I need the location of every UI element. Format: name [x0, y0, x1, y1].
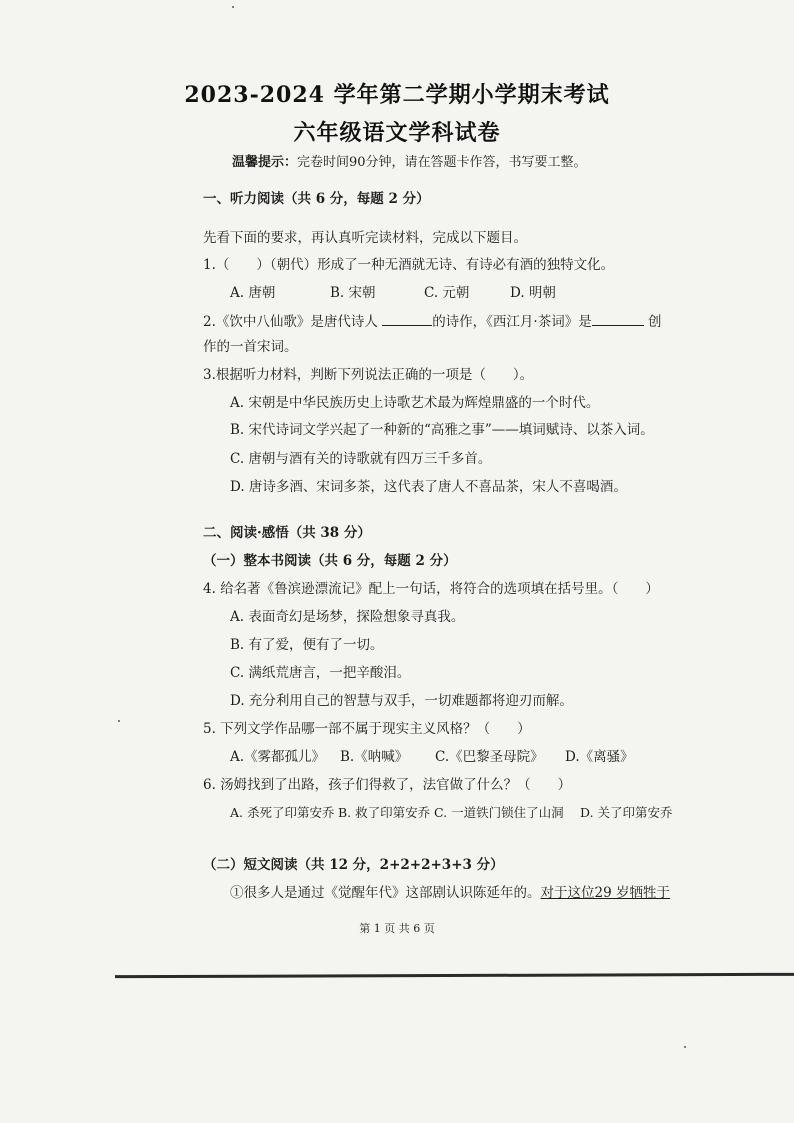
exam-title: 2023-2024 学年第二学期小学期末考试 — [184, 82, 610, 108]
q6-options — [230, 804, 673, 822]
q6-option-d: D. 关了印第安乔 — [580, 805, 673, 820]
q3-option-c: C. 唐朝与酒有关的诗歌就有四万三千多首。 — [230, 451, 492, 467]
exam-subtitle: 六年级语文学科试卷 — [293, 120, 501, 146]
page-footer: 第 1 页 共 6 页 — [359, 922, 435, 935]
q2-stem — [203, 312, 662, 331]
q5-option-a: A.《雾都孤儿》 — [230, 749, 326, 765]
q4-option-a: A. 表面奇幻是场梦，探险想象寻真我。 — [230, 609, 465, 625]
tip-text: 完卷时间90分钟，请在答题卡作答，书写要工整。 — [297, 155, 587, 170]
q2-blank-2[interactable] — [592, 312, 644, 326]
scan-speck — [232, 6, 234, 8]
q6-option-c: C. 一道铁门锁住了山洞 — [434, 805, 564, 820]
part1-heading: （一）整本书阅读（共 6 分，每题 2 分） — [203, 553, 457, 569]
q4-stem: 4. 给名著《鲁滨逊漂流记》配上一句话，将符合的选项填在括号里。（ ） — [203, 581, 659, 597]
q5-option-b: B.《呐喊》 — [340, 749, 409, 765]
q1-stem: 1.（ ）（朝代）形成了一种无酒就无诗、有诗必有酒的独特文化。 — [203, 257, 615, 273]
part2-heading: （二）短文阅读（共 12 分，2+2+2+3+3 分） — [203, 857, 504, 873]
q3-option-d: D. 唐诗多酒、宋词多茶，这代表了唐人不喜品茶，宋人不喜喝酒。 — [230, 479, 627, 495]
q1-option-a: A. 唐朝 — [230, 285, 276, 301]
section1-intro: 先看下面的要求，再认真听完读材料，完成以下题目。 — [203, 230, 527, 246]
q5-option-c: C.《巴黎圣母院》 — [435, 749, 544, 765]
scan-edge-line — [115, 973, 794, 978]
scan-speck — [118, 720, 120, 722]
q1-option-c: C. 元朝 — [424, 285, 470, 301]
q3-option-a: A. 宋朝是中华民族历史上诗歌艺术最为辉煌鼎盛的一个时代。 — [230, 395, 600, 411]
section1-heading: 一、听力阅读（共 6 分，每题 2 分） — [203, 191, 430, 207]
q3-stem: 3.根据听力材料，判断下列说法正确的一项是（ ）。 — [203, 367, 534, 383]
q2-stem-line2: 作的一首宋词。 — [203, 339, 298, 355]
q2-stem-part3: 创 — [648, 314, 662, 330]
q6-option-a: A. 杀死了印第安乔 — [230, 805, 335, 820]
q6-stem: 6. 汤姆找到了出路，孩子们得救了，法官做了什么？（ ） — [203, 777, 572, 793]
q5-option-d: D.《离骚》 — [565, 749, 634, 765]
scan-speck — [684, 1046, 686, 1048]
passage-underlined-text: 对于这位29 岁牺牲于 — [540, 885, 670, 901]
warm-tip — [232, 151, 587, 170]
q5-options — [230, 748, 634, 766]
q2-stem-part1: 2.《饮中八仙歌》是唐代诗人 — [203, 314, 378, 330]
q1-option-b: B. 宋朝 — [330, 285, 376, 301]
q4-option-c: C. 满纸荒唐言，一把辛酸泪。 — [230, 665, 411, 681]
q4-option-b: B. 有了爱，便有了一切。 — [230, 637, 384, 653]
q2-blank-1[interactable] — [382, 312, 432, 326]
q3-option-b: B. 宋代诗词文学兴起了一种新的“高雅之事”——填词赋诗、以茶入词。 — [230, 422, 654, 438]
q2-stem-part2: 的诗作，《西江月·茶词》是 — [432, 314, 592, 330]
tip-label: 温馨提示： — [232, 155, 298, 170]
section2-heading: 二、阅读·感悟（共 38 分） — [203, 525, 371, 541]
passage-text: ①很多人是通过《觉醒年代》这部剧认识陈延年的。 — [230, 885, 541, 901]
q4-option-d: D. 充分利用自己的智慧与双手，一切难题都将迎刃而解。 — [230, 693, 573, 709]
q1-option-d: D. 明朝 — [510, 285, 556, 301]
q5-stem: 5. 下列文学作品哪一部不属于现实主义风格？（ ） — [203, 721, 531, 737]
passage-paragraph-1 — [230, 884, 670, 902]
q1-options — [230, 284, 556, 302]
q6-option-b: B. 救了印第安乔 — [338, 805, 431, 820]
